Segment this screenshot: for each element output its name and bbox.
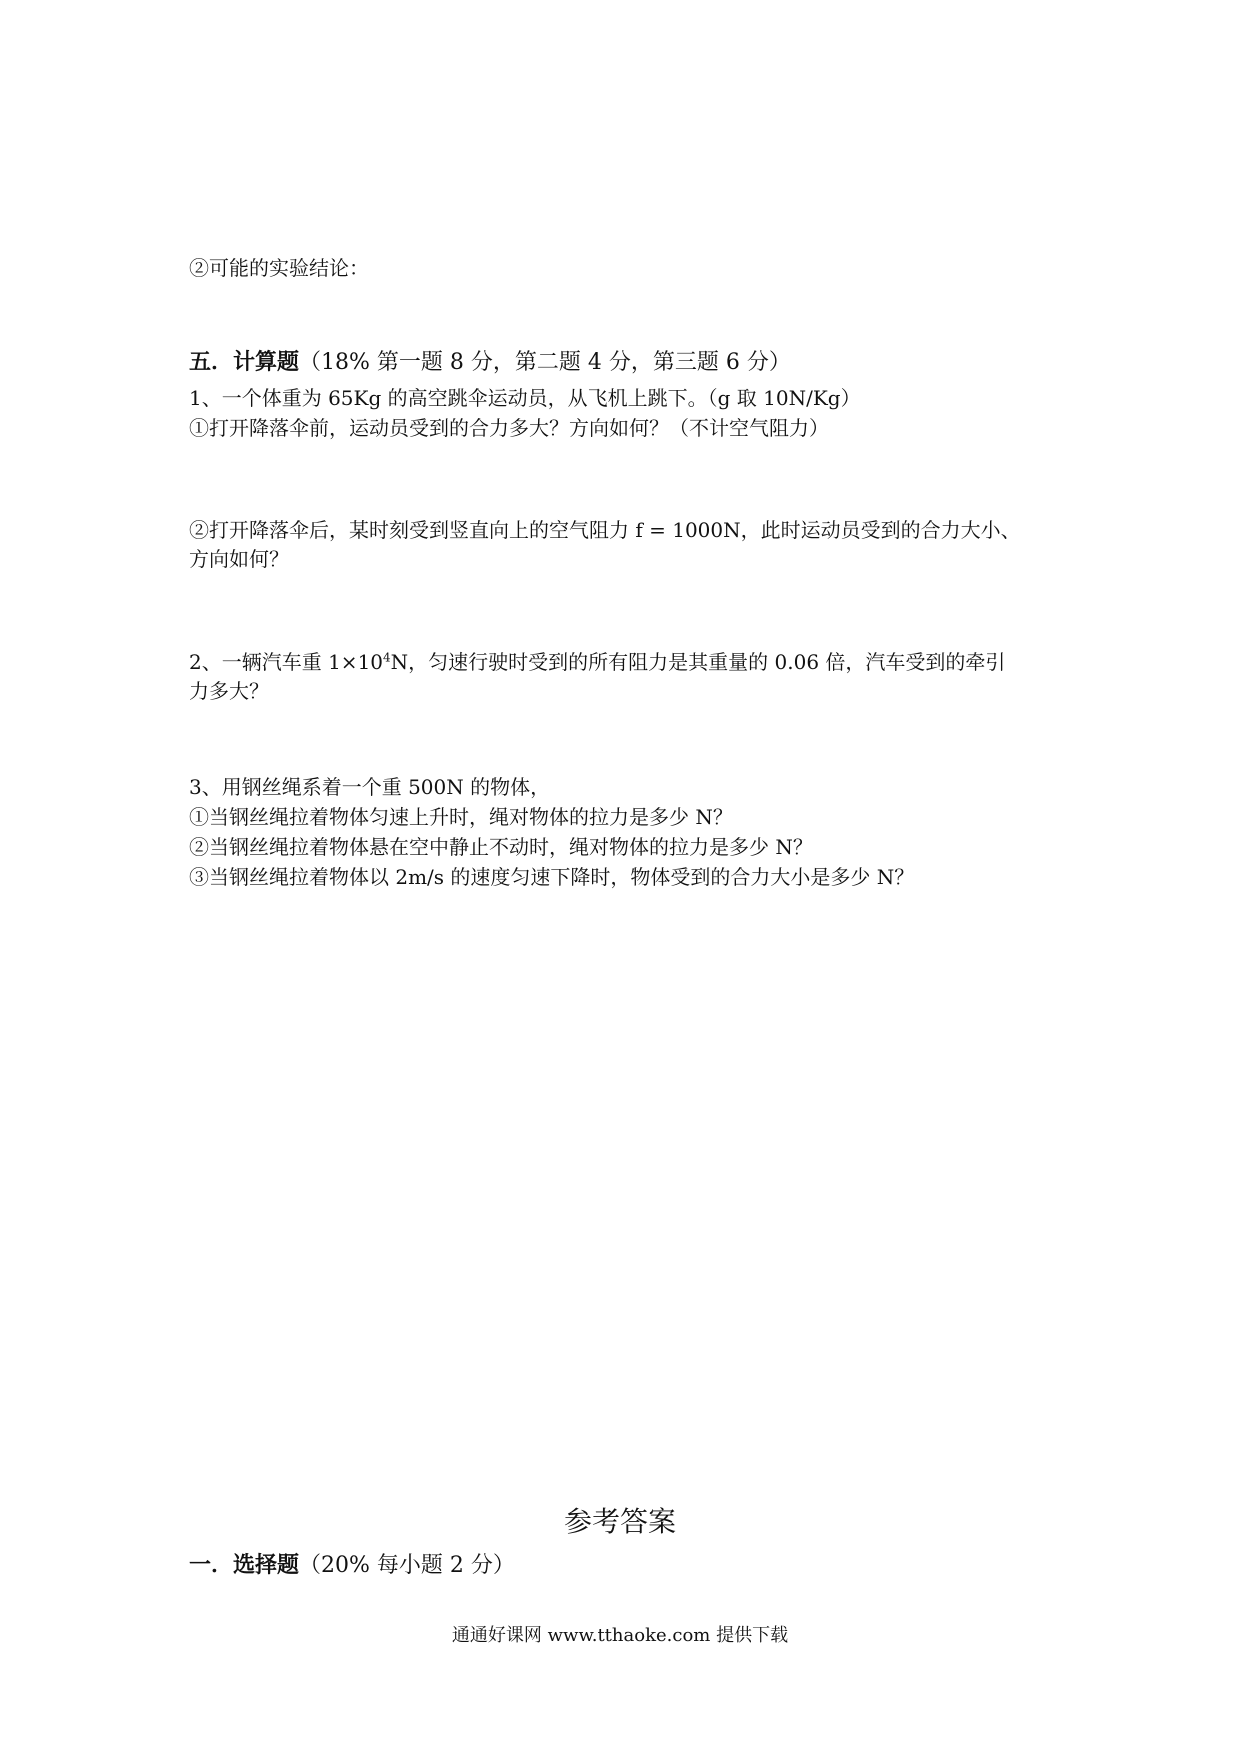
question-2-exponent: 4 xyxy=(383,650,391,665)
question-2-line-1 xyxy=(189,649,1005,675)
section-5-score-note: （18% 第一题 8 分，第二题 4 分，第三题 6 分） xyxy=(299,350,791,375)
answers-title: 参考答案 xyxy=(563,1505,676,1538)
question-1: 1、一个体重为 65Kg 的高空跳伞运动员，从飞机上跳下。（g 取 10N/Kg） xyxy=(189,386,861,410)
question-1-part-b-line-2: 方向如何？ xyxy=(189,547,289,571)
question-3-part-b: ②当钢丝绳拉着物体悬在空中静止不动时，绳对物体的拉力是多少 N？ xyxy=(189,835,813,859)
question-2-suffix: N，匀速行驶时受到的所有阻力是其重量的 0.06 倍，汽车受到的牵引 xyxy=(390,650,1006,674)
question-3: 3、用钢丝绳系着一个重 500N 的物体， xyxy=(189,775,551,799)
question-1-part-a: ①打开降落伞前，运动员受到的合力多大？方向如何？（不计空气阻力） xyxy=(189,416,829,440)
section-5-heading xyxy=(189,350,791,376)
question-2-prefix: 2、一辆汽车重 1×10 xyxy=(189,650,384,674)
question-1-part-b-line-1: ②打开降落伞后，某时刻受到竖直向上的空气阻力 f = 1000N，此时运动员受到的合力大小、 xyxy=(189,518,1021,542)
question-3-part-c: ③当钢丝绳拉着物体以 2m/s 的速度匀速下降时，物体受到的合力大小是多少 N？ xyxy=(189,865,915,889)
question-3-part-a: ①当钢丝绳拉着物体匀速上升时，绳对物体的拉力是多少 N？ xyxy=(189,805,733,829)
question-2-line-2: 力多大？ xyxy=(189,679,269,703)
experiment-conclusion-line: ②可能的实验结论： xyxy=(189,256,369,280)
answers-section-1-note: （20% 每小题 2 分） xyxy=(299,1553,515,1578)
footer-credit: 通通好课网 www.tthaoke.com 提供下载 xyxy=(451,1625,789,1646)
answers-section-1-title: 一．选择题 xyxy=(189,1553,300,1578)
answers-section-1-heading xyxy=(189,1553,515,1579)
section-5-title: 五．计算题 xyxy=(189,350,300,375)
